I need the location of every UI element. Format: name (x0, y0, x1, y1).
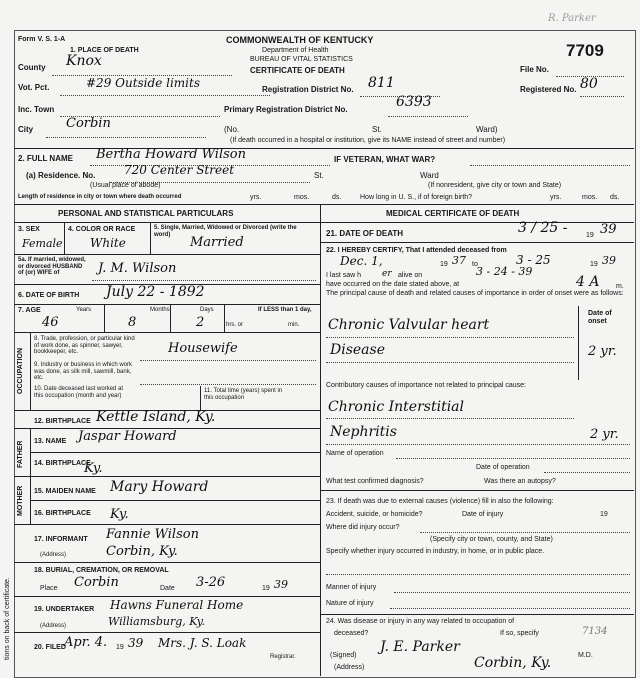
nonresident-note: (If nonresident, give city or town and State) (428, 182, 562, 189)
principal-cause-label: The principal cause of death and related causes of importance in order of onset were as follows: (326, 290, 624, 297)
burial-place-value: Corbin (74, 575, 119, 590)
deceased-label: deceased? (334, 630, 369, 637)
marital-label: 5. Single, Married, Widowed or Divorced (write the word) (154, 225, 297, 238)
certificate-title: CERTIFICATE OF DEATH (250, 66, 345, 75)
residence-label: (a) Residence. No. (26, 171, 96, 180)
cause-1-onset: 2 yr. (588, 344, 617, 359)
county-value: Knox (66, 53, 102, 69)
mother-name-label: 15. MAIDEN NAME (34, 488, 96, 495)
birthplace-label: 12. BIRTHPLACE (34, 418, 91, 425)
min-label: min. (288, 322, 300, 328)
if-so-value: 7134 (582, 626, 608, 637)
full-name-value: Bertha Howard Wilson (96, 147, 246, 162)
reg-district-label: Registration District No. (262, 85, 354, 94)
color-value: White (90, 236, 126, 250)
injury-year-prefix: 19 (600, 511, 608, 518)
registered-number: 80 (580, 76, 598, 92)
dob-label: 6. DATE OF BIRTH (18, 292, 80, 299)
bureau: BUREAU OF VITAL STATISTICS (250, 56, 353, 63)
from-date: Dec. 1, (340, 254, 383, 268)
filed-year: 39 (128, 636, 144, 650)
veteran-label: IF VETERAN, WHAT WAR? (334, 155, 436, 164)
md-label: M.D. (578, 652, 593, 659)
certify-label: 22. I HEREBY CERTIFY, That I attended deceased from (326, 247, 507, 254)
margin-note: tions on back of certificate. (4, 577, 11, 660)
burial-date-label: Date (160, 585, 175, 592)
yrs-label: yrs. (250, 194, 262, 201)
mother-name-value: Mary Howard (110, 479, 209, 495)
last-saw-label: I last saw h (326, 272, 362, 279)
dod-year-prefix: 19 (586, 232, 594, 239)
informant-address-label: (Address) (40, 552, 67, 558)
mother-bp-value: Ky. (110, 507, 129, 522)
test-label: What test confirmed diagnosis? (326, 478, 424, 485)
where-note: (Specify city or town, county, and State) (430, 536, 553, 543)
signer-address-label: (Address) (334, 664, 365, 671)
totaltime-label: 11. Total time (years) spent in this occupation (204, 388, 283, 401)
if-so-label: If so, specify (500, 630, 539, 637)
burial-label: 18. BURIAL, CREMATION, OR REMOVAL (34, 567, 169, 574)
from-year-prefix: 19 (440, 261, 448, 268)
burial-place-label: Place (40, 585, 58, 592)
ds-label: ds. (332, 194, 342, 201)
spouse-label: 5a. If married, widowed, or divorced HUSBAND of (or) WIFE of (18, 257, 86, 277)
city-label: City (18, 125, 34, 134)
residence-value: 720 Center Street (124, 163, 235, 177)
specify-label: Specify whether injury occurred in industry, in home, or in public place. (326, 548, 545, 555)
burial-year-value: 39 (274, 578, 288, 591)
date-injury-label: Date of injury (462, 511, 504, 518)
inc-town-label: Inc. Town (18, 105, 55, 114)
city-value: Corbin (66, 116, 111, 131)
cause-2b: Nephritis (330, 424, 397, 440)
age-days-label: Days (200, 307, 214, 313)
ward-label: Ward) (476, 125, 498, 134)
father-bp-label: 14. BIRTHPLACE (34, 460, 91, 467)
father-name-label: 13. NAME (34, 438, 67, 445)
undertaker-address-label: (Address) (40, 623, 67, 629)
m-label: m. (616, 283, 624, 290)
father-name-value: Jaspar Howard (78, 429, 177, 444)
primary-reg-label: Primary Registration District No. (224, 105, 348, 114)
corner-note: R. Parker (548, 13, 596, 24)
father-bp-value: Ky. (84, 461, 103, 476)
registrar-signature: Mrs. J. S. Loak (158, 636, 247, 650)
lessthan-label: If LESS than 1 day, (258, 307, 312, 313)
yrs2-label: yrs. (550, 194, 562, 201)
to-date: 3 - 25 (516, 253, 551, 267)
to-year-prefix: 19 (590, 261, 598, 268)
lastworked-label: 10. Date deceased last worked at this occupation (month and year) (34, 386, 124, 399)
from-year: 37 (452, 254, 466, 267)
signed-label: (Signed) (330, 652, 357, 659)
residence-ward: Ward (420, 171, 439, 180)
trade-label: 8. Trade, profession, or particular kind of work done, as spinner, sawyer, bookkeeper, etc. (34, 336, 135, 356)
cause-1: Chronic Valvular heart (328, 317, 490, 333)
full-name-label: 2. FULL NAME (18, 154, 73, 163)
vot-pct-label: Vot. Pct. (18, 83, 50, 92)
age-label: 7. AGE (18, 307, 41, 314)
occupation-side-label: OCCUPATION (17, 347, 24, 394)
dod-label: 21. DATE OF DEATH (326, 229, 404, 238)
vot-pct-value: #29 Outside limits (86, 76, 200, 90)
undertaker-label: 19. UNDERTAKER (34, 606, 95, 613)
burial-year-prefix: 19 (262, 585, 270, 592)
undertaker-address-value: Williamsburg, Ky. (108, 615, 206, 628)
last-saw-date: 3 - 24 - 39 (476, 265, 533, 278)
accident-label: Accident, suicide, or homicide? (326, 511, 423, 518)
primary-reg-value: 6393 (396, 94, 432, 110)
contributory-label: Contributory causes of importance not related to principal cause: (326, 382, 526, 389)
usual-abode: (Usual place of abode) (90, 182, 161, 189)
autopsy-label: Was there an autopsy? (484, 478, 556, 485)
hrs-label: hrs. or (226, 322, 244, 328)
age-months-label: Months (150, 307, 170, 313)
informant-address-value: Corbin, Ky. (106, 544, 178, 559)
ds2-label: ds. (610, 194, 620, 201)
cause-2: Chronic Interstitial (328, 399, 465, 415)
operation-label: Name of operation (326, 450, 384, 457)
cause-2-onset: 2 yr. (590, 427, 619, 442)
external-label: 23. If death was due to external causes (violence) fill in also the following: (326, 498, 554, 505)
form-number: Form V. S. 1-A (18, 36, 66, 43)
death-time: 4 A (576, 274, 600, 290)
nature-label: Nature of injury (326, 600, 374, 607)
birthplace-value: Kettle Island, Ky. (96, 409, 216, 425)
spouse-value: J. M. Wilson (98, 261, 177, 276)
file-no-label: File No. (520, 65, 549, 74)
place-of-death-heading: 1. PLACE OF DEATH (70, 47, 139, 54)
personal-heading: PERSONAL AND STATISTICAL PARTICULARS (58, 209, 234, 218)
no-label: (No. (224, 125, 240, 134)
manner-label: Manner of injury (326, 584, 377, 591)
reg-district-value: 811 (368, 75, 395, 91)
file-number: 7709 (566, 41, 604, 60)
undertaker-value: Hawns Funeral Home (110, 598, 244, 612)
st-label: St. (372, 125, 382, 134)
trade-value: Housewife (168, 341, 238, 356)
marital-value: Married (190, 235, 244, 250)
filed-year-prefix: 19 (116, 644, 124, 651)
signature: J. E. Parker (380, 639, 460, 655)
color-label: 4. COLOR OR RACE (68, 226, 136, 233)
alive-on-label: alive on (398, 272, 423, 279)
institution-note: (If death occurred in a hospital or institution, give its NAME instead of street and number) (230, 137, 506, 144)
informant-value: Fannie Wilson (106, 527, 199, 542)
registrar-label: Registrar. (270, 654, 296, 660)
have-occurred: have occurred on the date stated above, at (326, 281, 460, 288)
industry-label: 9. Industry or business in which work was done, as silk mill, sawmill, bank, etc. (34, 362, 133, 382)
last-saw-her: er (382, 269, 392, 279)
mos2-label: mos. (582, 194, 598, 201)
age-days: 2 (196, 315, 205, 330)
mother-bp-label: 16. BIRTHPLACE (34, 510, 91, 517)
residence-st: St. (314, 171, 324, 180)
where-label: Where did injury occur? (326, 524, 400, 531)
department: Department of Health (262, 47, 329, 54)
informant-label: 17. INFORMANT (34, 536, 88, 543)
medical-heading: MEDICAL CERTIFICATE OF DEATH (386, 209, 520, 218)
filed-date: Apr. 4. (64, 635, 108, 650)
burial-date-value: 3-26 (196, 575, 226, 590)
dod-year: 39 (600, 222, 617, 237)
age-years-label: Years (76, 307, 92, 313)
age-years: 46 (42, 315, 59, 330)
date-operation-label: Date of operation (476, 464, 530, 471)
onset-label: Date of onset (588, 310, 612, 325)
to-label: to (472, 261, 478, 268)
filed-label: 20. FILED (34, 644, 66, 651)
county-label: County (18, 63, 46, 72)
father-side-label: FATHER (17, 440, 24, 468)
dod-value: 3 / 25 - (518, 220, 568, 236)
signer-address: Corbin, Ky. (474, 655, 552, 671)
cause-1b: Disease (330, 342, 385, 358)
sex-value: Female (22, 237, 63, 250)
length-residence: Length of residence in city or town where death occurred (18, 194, 182, 200)
mos-label: mos. (294, 194, 310, 201)
to-year: 39 (602, 254, 616, 267)
commonwealth-title: COMMONWEALTH OF KENTUCKY (226, 35, 374, 45)
age-months: 8 (128, 315, 137, 330)
mother-side-label: MOTHER (17, 485, 24, 516)
disease-label: 24. Was disease or injury in any way related to occupation of (326, 618, 515, 625)
how-long-label: How long in U. S., if of foreign birth? (360, 194, 473, 201)
dob-value: July 22 - 1892 (106, 284, 205, 300)
sex-label: 3. SEX (18, 226, 40, 233)
registered-no-label: Registered No. (520, 85, 577, 94)
